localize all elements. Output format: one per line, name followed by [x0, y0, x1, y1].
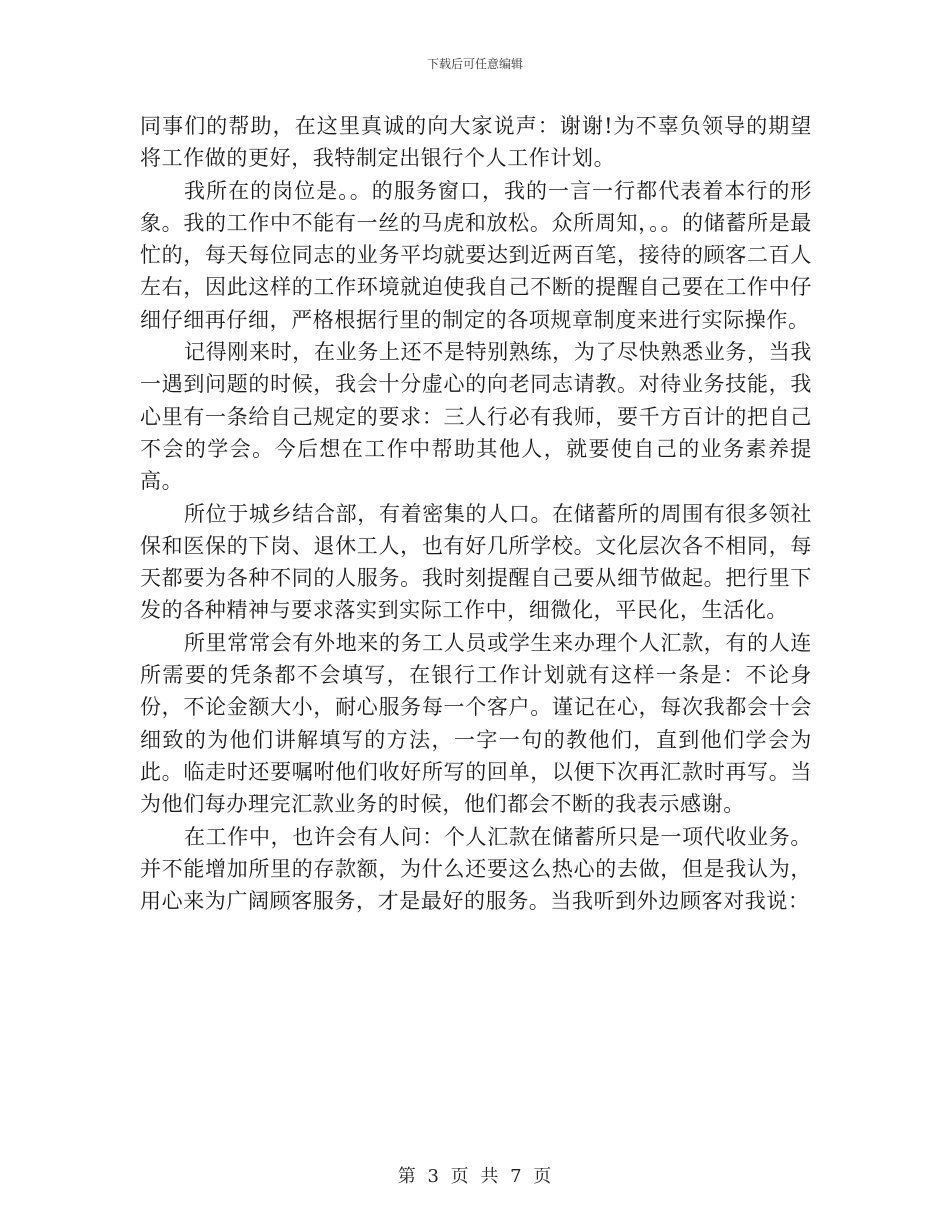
paragraph-2: 我所在的岗位是。。的服务窗口，我的一言一行都代表着本行的形象。我的工作中不能有一丝的马虎和放松。众所周知，。。的储蓄所是最忙的，每天每位同志的业务平均就要达到近两百笔，接待的顾客二百人左右，因此这样的工作环境就迫使我自己不断的提醒自己要在工作中仔细仔细再仔细，严格根据行里的制定的各项规章制度来进行实际操作。 [140, 178, 812, 332]
paragraph-1: 同事们的帮助，在这里真诚的向大家说声：谢谢!为不辜负领导的期望将工作做的更好，我特制定出银行个人工作计划。 [140, 114, 812, 171]
page-header: 下载后可任意编辑 [426, 57, 523, 71]
document-body [140, 110, 812, 917]
page-number-footer: 第 3 页 共 7 页 [397, 1166, 553, 1187]
paragraph-3: 记得刚来时，在业务上还不是特别熟练，为了尽快熟悉业务，当我一遇到问题的时候，我会十分虚心的向老同志请教。对待业务技能，我心里有一条给自己规定的要求：三人行必有我师，要千方百计的把自己不会的学会。今后想在工作中帮助其他人，就要使自己的业务素养提高。 [140, 340, 812, 494]
paragraph-6: 在工作中，也许会有人问：个人汇款在储蓄所只是一项代收业务。并不能增加所里的存款额，为什么还要这么热心的去做，但是我认为，用心来为广阔顾客服务，才是最好的服务。当我听到外边顾客对我说： [140, 824, 812, 914]
paragraph-4: 所位于城乡结合部，有着密集的人口。在储蓄所的周围有很多领社保和医保的下岗、退休工人，也有好几所学校。文化层次各不相同，每天都要为各种不同的人服务。我时刻提醒自己要从细节做起。把行里下发的各种精神与要求落实到实际工作中，细微化，平民化，生活化。 [140, 501, 812, 623]
paragraph-5: 所里常常会有外地来的务工人员或学生来办理个人汇款，有的人连所需要的凭条都不会填写，在银行工作计划就有这样一条是：不论身份，不论金额大小，耐心服务每一个客户。谨记在心，每次我都会十会细致的为他们讲解填写的方法，一字一句的教他们，直到他们学会为此。临走时还要嘱咐他们收好所写的回单，以便下次再汇款时再写。当为他们每办理完汇款业务的时候，他们都会不断的我表示感谢。 [140, 630, 812, 817]
